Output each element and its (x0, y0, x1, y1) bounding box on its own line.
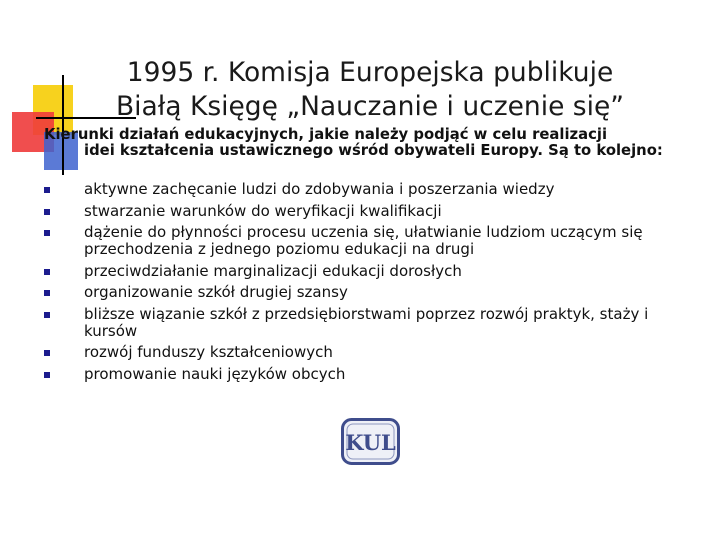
slide-title (90, 56, 650, 124)
intro-paragraph (44, 127, 674, 159)
svg-text:KUL: KUL (345, 430, 396, 455)
list-item-text: dążenie do płynności procesu uczenia się, ułatwianie ludziom uczącym się przechodzenia z jednego poziomu edukacji na drugi (84, 223, 643, 258)
bullet-list (0, 181, 660, 387)
intro-line-1: Kierunki działań edukacyjnych, jakie należy podjąć w celu realizacji (44, 126, 608, 143)
list-item (0, 203, 660, 220)
list-item-text: organizowanie szkół drugiej szansy (84, 283, 348, 301)
square-bullet-icon (44, 269, 50, 275)
list-item-text: aktywne zachęcanie ludzi do zdobywania i poszerzania wiedzy (84, 180, 555, 198)
square-bullet-icon (44, 372, 50, 378)
square-bullet-icon (44, 290, 50, 296)
list-item (0, 284, 660, 301)
list-item-text: bliższe wiązanie szkół z przedsiębiorstwami poprzez rozwój praktyk, staży i kursów (84, 304, 649, 340)
slide-title-line-2: Białą Księgę „Nauczanie i uczenie się” (115, 91, 625, 122)
list-item (0, 224, 660, 258)
list-item (0, 366, 660, 383)
list-item (0, 181, 660, 198)
list-item (0, 263, 660, 280)
slide-title-line-1: 1995 r. Komisja Europejska publikuje (126, 57, 614, 88)
list-item-text: przeciwdziałanie marginalizacji edukacji dorosłych (84, 261, 462, 280)
square-bullet-icon (44, 187, 50, 193)
list-item-text: stwarzanie warunków do weryfikacji kwalifikacji (84, 201, 442, 220)
list-item-text: rozwój funduszy kształceniowych (84, 343, 333, 361)
decor-vertical-line (62, 75, 64, 175)
square-bullet-icon (44, 230, 50, 236)
intro-line-2: idei kształcenia ustawicznego wśród obywateli Europy. Są to kolejno: (84, 142, 663, 159)
kul-logo-icon (341, 418, 400, 465)
square-bullet-icon (44, 312, 50, 318)
square-bullet-icon (44, 209, 50, 215)
list-item (0, 344, 660, 361)
list-item (0, 306, 660, 340)
square-bullet-icon (44, 350, 50, 356)
list-item-text: promowanie nauki języków obcych (84, 364, 346, 383)
